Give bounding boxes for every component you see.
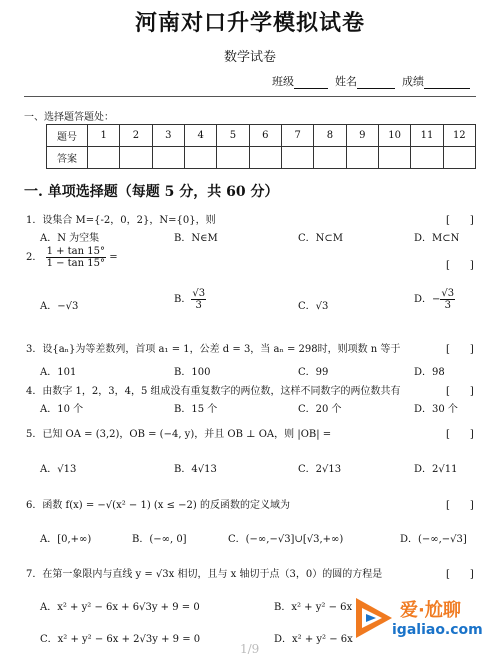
answer-cell[interactable] [443, 147, 475, 169]
question-number-cell: 9 [346, 125, 378, 147]
student-info-line [272, 73, 470, 89]
name-label: 姓名 [335, 75, 357, 88]
q6-bracket: [ ] [446, 500, 474, 511]
watermark-logo-icon [352, 594, 396, 642]
q1-option-c: C．N⊂M [298, 233, 344, 244]
q2-option-c: C．√3 [298, 301, 329, 312]
q2-bracket: [ ] [446, 260, 474, 271]
score-blank [424, 76, 470, 89]
question-number-cell: 2 [120, 125, 152, 147]
question-number-cell: 10 [378, 125, 410, 147]
q3-option-d: D．98 [414, 367, 445, 378]
question-number-cell: 5 [217, 125, 249, 147]
q7-option-d: D．x² + y² − 6x [274, 634, 353, 645]
q2-fraction [46, 246, 106, 269]
q7-option-a: A．x² + y² − 6x + 6√3y + 9 = 0 [40, 602, 200, 613]
answer-cell[interactable] [281, 147, 313, 169]
q2-option-b-label: B． [174, 294, 192, 305]
q1-bracket: [ ] [446, 215, 474, 226]
answer-cell[interactable] [378, 147, 410, 169]
header-divider [24, 96, 476, 97]
q2-equals: = [109, 252, 118, 263]
q1-option-a: A．N 为空集 [40, 233, 100, 244]
q3-option-c: C．99 [298, 367, 329, 378]
q3-bracket: [ ] [446, 344, 474, 355]
q5-stem: 5．已知 OA = (3,2)，OB = (−4, y)，并且 OB ⊥ OA，则 |OB| = [26, 429, 332, 440]
q4-option-d: D．30 个 [414, 404, 458, 415]
q7-option-c: C．x² + y² − 6x + 2√3y + 9 = 0 [40, 634, 201, 645]
q2-option-b-fraction [191, 288, 206, 311]
score-label: 成绩 [402, 75, 424, 88]
q3-stem: 3．设{aₙ}为等差数列，首项 a₁ = 1，公差 d = 3，当 aₙ = 298时，则项数 n 等于 [26, 344, 401, 355]
question-number-cell: 8 [314, 125, 346, 147]
q3-option-a: A．101 [40, 367, 77, 378]
q6-option-d: D．(−∞,−√3] [400, 534, 467, 545]
q5-option-b: B．4√13 [174, 464, 217, 475]
q2-option-d-den: 3 [444, 300, 451, 311]
answer-table [46, 124, 476, 169]
part1-heading: 一. 单项选择题（每题 5 分，共 60 分） [24, 184, 279, 200]
answer-cell[interactable] [346, 147, 378, 169]
q4-option-c: C．20 个 [298, 404, 342, 415]
q6-stem: 6．函数 f(x) = −√(x² − 1) (x ≤ −2) 的反函数的定义域为 [26, 500, 290, 511]
watermark-brand: 爱·尬聊 [400, 600, 461, 621]
q2-option-d-num: √3 [441, 288, 455, 299]
question-number-cell: 6 [249, 125, 281, 147]
q4-stem: 4．由数字 1，2，3，4，5 组成没有重复数字的两位数，这样不同数字的两位数共有 [26, 386, 401, 397]
q7-bracket: [ ] [446, 569, 474, 580]
q7-stem: 7．在第一象限内与直线 y = √3x 相切，且与 x 轴切于点（3，0）的圆的方程是 [26, 569, 383, 580]
watermark [352, 592, 500, 652]
watermark-url: igaliao.com [392, 622, 483, 638]
q1-stem: 1．设集合 M={-2，0，2}，N={0}，则 [26, 215, 216, 226]
answer-cell[interactable] [120, 147, 152, 169]
q2-option-a: A．−√3 [40, 301, 79, 312]
q2-option-d-fraction [440, 288, 455, 311]
q2-option-d-label: D．− [414, 294, 441, 305]
question-number-cell: 12 [443, 125, 475, 147]
answer-cell[interactable] [184, 147, 216, 169]
class-label: 班级 [272, 75, 294, 88]
q2-numerator: 1 + tan 15° [46, 246, 105, 257]
q2-option-d [414, 288, 455, 311]
answer-row-head: 答案 [47, 147, 88, 169]
question-number-cell: 7 [281, 125, 313, 147]
q5-option-d: D．2√11 [414, 464, 458, 475]
q3-option-b: B．100 [174, 367, 211, 378]
question-number-cell: 3 [152, 125, 184, 147]
q2-denominator: 1 − tan 15° [46, 258, 105, 269]
answer-cell[interactable] [152, 147, 184, 169]
q5-option-c: C．2√13 [298, 464, 342, 475]
q2-option-b-den: 3 [195, 300, 202, 311]
q4-option-b: B．15 个 [174, 404, 218, 415]
q6-option-c: C．(−∞,−√3]∪[√3,+∞) [228, 534, 344, 545]
q1-option-d: D．M⊂N [414, 233, 460, 244]
answer-cell[interactable] [249, 147, 281, 169]
q2-option-b-num: √3 [192, 288, 206, 299]
q6-option-b: B．(−∞, 0] [132, 534, 187, 545]
q6-option-a: A．[0,+∞) [40, 534, 92, 545]
answer-cell[interactable] [314, 147, 346, 169]
question-number-cell: 1 [88, 125, 120, 147]
q5-bracket: [ ] [446, 429, 474, 440]
answer-cell[interactable] [411, 147, 443, 169]
answer-section-label: 一、选择题答题处： [24, 112, 114, 123]
exam-title: 河南对口升学模拟试卷 [134, 11, 365, 36]
q2-stem [26, 246, 118, 269]
q4-option-a: A．10 个 [40, 404, 84, 415]
question-number-cell: 11 [411, 125, 443, 147]
q1-option-b: B．N∈M [174, 233, 218, 244]
page-indicator: 1/9 [240, 642, 260, 656]
name-blank [357, 76, 395, 89]
exam-subtitle: 数学试卷 [223, 50, 276, 65]
question-number-cell: 4 [184, 125, 216, 147]
q5-option-a: A．√13 [40, 464, 77, 475]
answer-table-answer-row [47, 147, 476, 169]
number-row-head: 题号 [47, 125, 88, 147]
class-blank [294, 76, 328, 89]
q4-bracket: [ ] [446, 386, 474, 397]
q7-option-b: B．x² + y² − 6x [274, 602, 353, 613]
answer-cell[interactable] [217, 147, 249, 169]
answer-table-number-row [47, 125, 476, 147]
q2-number: 2． [26, 252, 43, 263]
answer-cell[interactable] [88, 147, 120, 169]
q2-option-b [174, 288, 206, 311]
